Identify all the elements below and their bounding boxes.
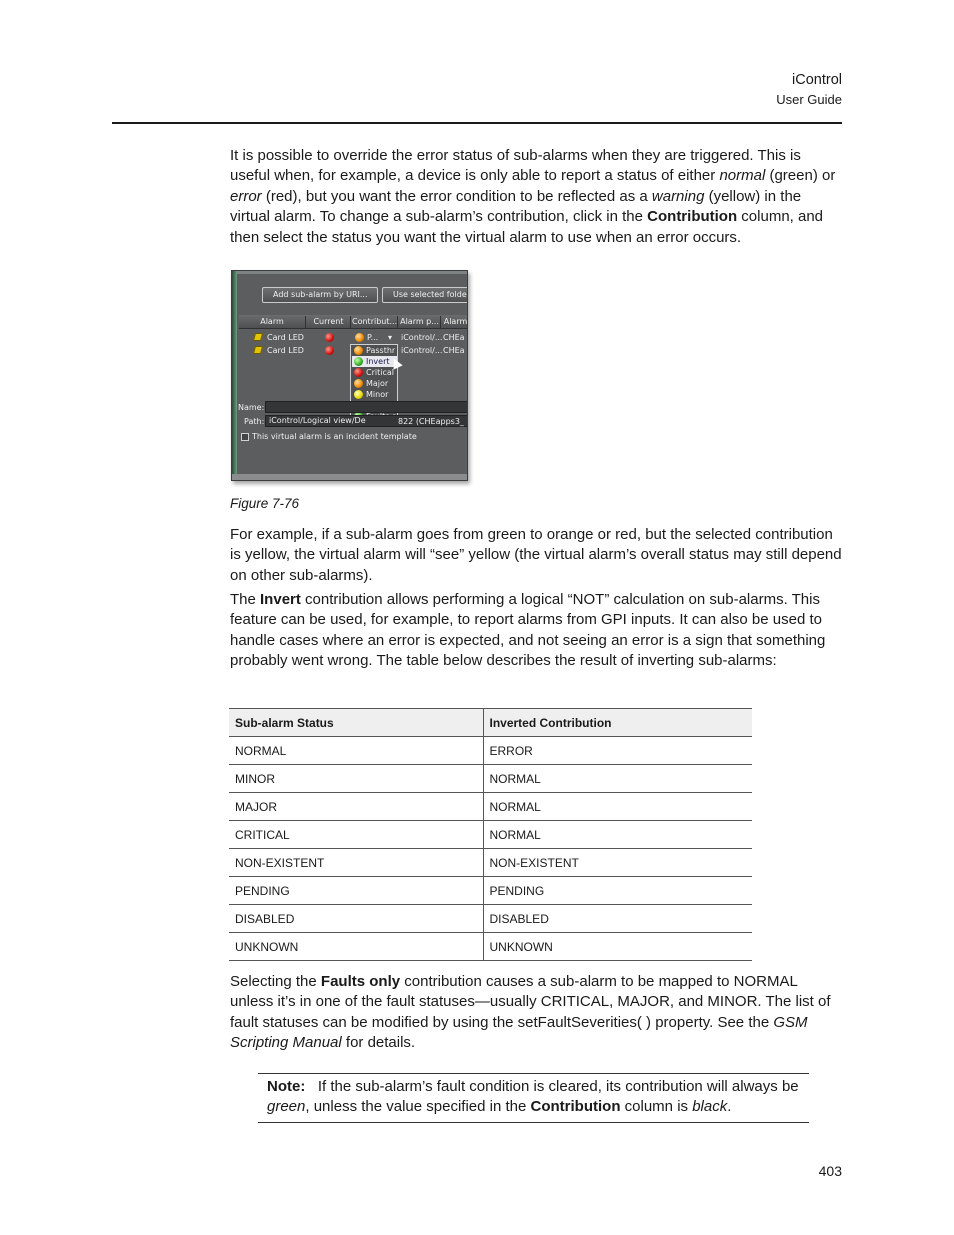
example-paragraph: For example, if a sub-alarm goes from green to orange or red, but the selected contribution is yellow, the virtual alarm will “see” yellow (the virtual alarm’s overall status may still depend on other sub-alarms).	[230, 526, 842, 584]
page-number: 403	[818, 1163, 842, 1179]
column-contribution[interactable]: Contribut...	[352, 317, 398, 326]
header-title: iControl	[792, 72, 842, 88]
name-input[interactable]	[265, 401, 468, 413]
cell-status: NORMAL	[229, 737, 483, 765]
window-left-edge	[232, 271, 237, 481]
header-rule	[112, 122, 842, 124]
path-input-suffix: 822 (CHEapps3_	[398, 417, 464, 426]
alarm-icon	[253, 346, 263, 354]
dropdown-item-invert[interactable]: Invert	[352, 356, 397, 367]
column-alarm-path[interactable]: Alarm p...	[399, 316, 441, 328]
table-row	[229, 877, 752, 905]
table-header-row	[229, 709, 752, 737]
note-box	[258, 1073, 809, 1123]
current-status-led	[325, 333, 334, 342]
contribution-led	[355, 333, 364, 342]
add-sub-alarm-button[interactable]: Add sub-alarm by URI...	[262, 287, 378, 303]
cell-inverted: DISABLED	[483, 905, 752, 933]
table-row[interactable]	[239, 331, 468, 344]
cell-status: CRITICAL	[229, 821, 483, 849]
orange-led-icon	[354, 346, 363, 355]
row-path: iControl/...	[401, 346, 443, 355]
window-top-edge	[232, 271, 468, 274]
intro-paragraph: It is possible to override the error status of sub-alarms when they are triggered. This is useful when, for example, a device is only able to report a status of either normal (green) or error (red), but you want the error condition to be reflected as a warning (yellow) in the virtual alarm. To change a sub-alarm’s contribution, click in the Contribution column, and then select the status you want the virtual alarm to use when an error occurs.	[230, 147, 836, 246]
figure-caption: Figure 7-76	[230, 496, 300, 511]
table-row	[229, 793, 752, 821]
table-row	[229, 849, 752, 877]
cell-inverted: NORMAL	[483, 793, 752, 821]
cell-inverted: NORMAL	[483, 765, 752, 793]
incident-template-label: This virtual alarm is an incident template	[252, 432, 417, 441]
table-row	[229, 765, 752, 793]
cell-status: MINOR	[229, 765, 483, 793]
note-label: Note:	[267, 1078, 306, 1095]
faults-only-paragraph: Selecting the Faults only contribution causes a sub-alarm to be mapped to NORMAL unless it’s in one of the fault statuses—usually CRITICAL, MAJOR, and MINOR. The list of fault statuses can be modified by using the setFaultSeverities( ) property. See the GSM Scripting Manual for details.	[230, 973, 831, 1052]
orange-led-icon	[354, 379, 363, 388]
table-row	[229, 933, 752, 961]
use-selected-folder-button[interactable]: Use selected folde	[382, 287, 468, 303]
row-contribution[interactable]: P...	[367, 333, 379, 342]
cell-status: DISABLED	[229, 905, 483, 933]
table-row	[229, 905, 752, 933]
header-sub-alarm-status: Sub-alarm Status	[229, 709, 483, 737]
inversion-table	[229, 708, 752, 961]
dropdown-item-minor[interactable]: Minor	[352, 389, 397, 400]
table-header	[239, 315, 468, 329]
name-label: Name:	[238, 403, 265, 412]
header-subtitle: User Guide	[776, 92, 842, 107]
green-led-icon	[354, 357, 363, 366]
path-label: Path:	[244, 417, 265, 426]
cell-status: NON-EXISTENT	[229, 849, 483, 877]
cell-inverted: PENDING	[483, 877, 752, 905]
column-alarm[interactable]: Alarm	[239, 316, 306, 328]
cell-status: PENDING	[229, 877, 483, 905]
cell-status: MAJOR	[229, 793, 483, 821]
dropdown-item-critical[interactable]: Critical	[352, 367, 397, 378]
current-status-led	[325, 346, 334, 355]
table-row	[229, 737, 752, 765]
figure-screenshot	[231, 270, 468, 481]
note-text: Note: If the sub-alarm’s fault condition is cleared, its contribution will always be green, unless the value specified in the Contribution column is black.	[267, 1078, 799, 1116]
chevron-down-icon[interactable]: ▾	[388, 333, 393, 342]
cell-inverted: ERROR	[483, 737, 752, 765]
incident-template-checkbox[interactable]	[241, 433, 249, 441]
column-current[interactable]: Current	[307, 316, 351, 328]
running-header	[776, 70, 842, 109]
cell-inverted: UNKNOWN	[483, 933, 752, 961]
red-led-icon	[354, 368, 363, 377]
header-inverted-contribution: Inverted Contribution	[483, 709, 752, 737]
window-bottom-edge	[232, 474, 468, 480]
dropdown-item-major[interactable]: Major	[352, 378, 397, 389]
dropdown-item-passthrough[interactable]: Passthr	[352, 345, 397, 356]
row-extra: CHEa	[443, 346, 465, 355]
cell-inverted: NON-EXISTENT	[483, 849, 752, 877]
alarm-icon	[253, 333, 263, 341]
row-alarm-name: Card LED	[267, 346, 304, 355]
cell-inverted: NORMAL	[483, 821, 752, 849]
row-path: iControl/...	[401, 333, 443, 342]
row-alarm-name: Card LED	[267, 333, 304, 342]
path-input[interactable]: iControl/Logical view/De	[265, 415, 468, 427]
row-extra: CHEa	[443, 333, 465, 342]
table-row	[229, 821, 752, 849]
invert-paragraph: The Invert contribution allows performing a logical “NOT” calculation on sub-alarms. This feature can be used, for example, to report alarms from GPI inputs. It can also be used to handle cases where an error is expected, and not seeing an error is a sign that something probably went wrong. The table below describes the result of inverting sub-alarms:	[230, 591, 826, 670]
yellow-led-icon	[354, 390, 363, 399]
column-alarm-extra[interactable]: Alarm	[443, 317, 468, 326]
cell-status: UNKNOWN	[229, 933, 483, 961]
